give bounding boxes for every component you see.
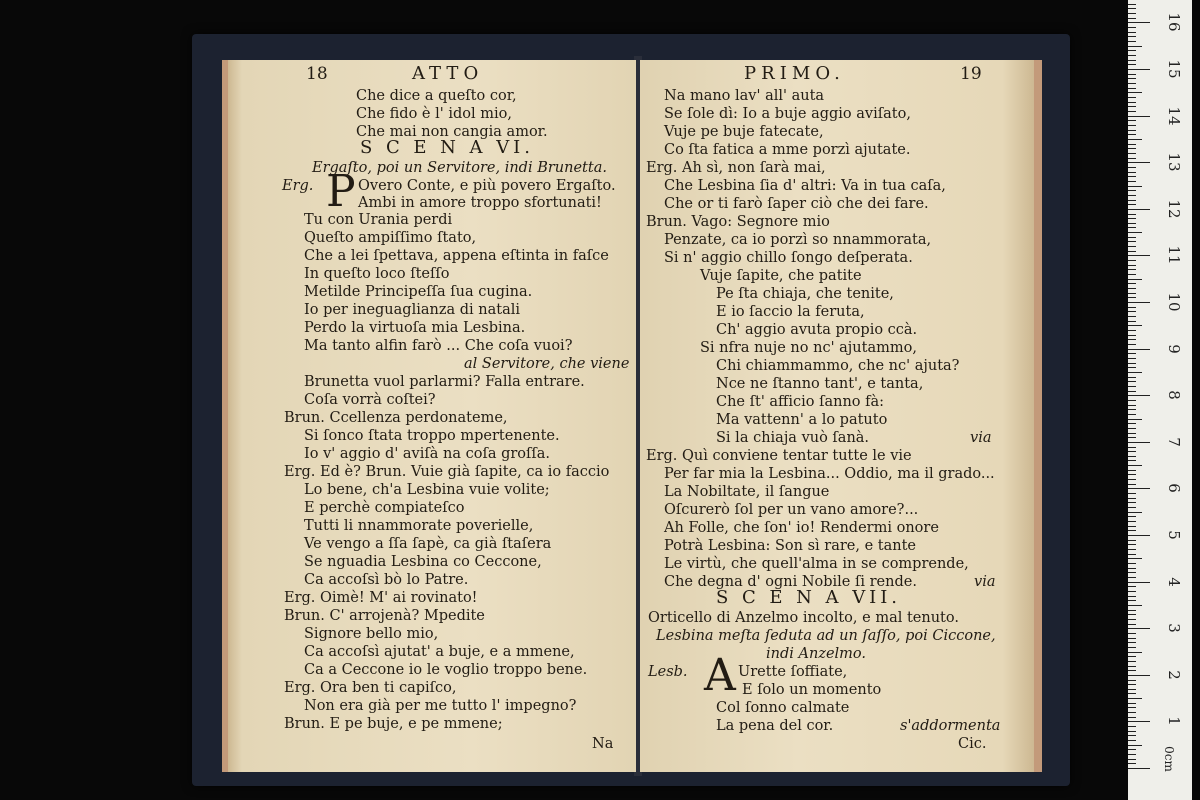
ruler-tick — [1128, 60, 1136, 61]
ruler-tick — [1128, 302, 1150, 303]
left-page-number: 18 — [306, 64, 328, 84]
drop-cap: A — [704, 650, 736, 701]
ruler-tick — [1128, 707, 1136, 708]
verse-line: Ah Folle, che ſon' io! Rendermi onore — [664, 520, 939, 536]
ruler-tick — [1128, 530, 1136, 531]
ruler-tick — [1128, 479, 1136, 480]
ruler-tick — [1128, 717, 1136, 718]
dialogue-line: Erg. Quì conviene tentar tutte le vie — [646, 448, 912, 464]
dialogue-line: Brun. Ccellenza perdonateme, — [284, 410, 508, 426]
ruler-tick — [1128, 703, 1136, 704]
ruler-tick — [1128, 186, 1142, 187]
verse-line: Queſto ampiſſimo ſtato, — [304, 230, 477, 246]
ruler-tick — [1128, 55, 1136, 56]
ruler-tick — [1128, 400, 1136, 401]
ruler-tick — [1128, 628, 1150, 629]
ruler-tick — [1128, 512, 1142, 513]
ruler-tick — [1128, 288, 1136, 289]
verse-line: Ambi in amore troppo sfortunati! — [358, 195, 602, 211]
ruler-tick — [1128, 339, 1136, 340]
ruler-tick — [1128, 591, 1136, 592]
ruler-tick — [1128, 521, 1136, 522]
ruler-tick — [1128, 638, 1136, 639]
ruler-tick — [1128, 311, 1136, 312]
verse-line: Io v' aggio d' aviſà na coſa groſſa. — [304, 446, 551, 462]
verse-line: Ca a Ceccone io le voglio troppo bene. — [304, 662, 588, 678]
ruler-tick — [1128, 158, 1136, 159]
verse-line: Si la chiaja vuò ſanà. — [716, 430, 870, 446]
ruler-tick — [1128, 255, 1150, 256]
dialogue-line: Erg. Ed è? Brun. Vuie già ſapite, ca io faccio — [284, 464, 610, 480]
ruler-number: 2 — [1165, 670, 1183, 680]
dialogue-line: Erg. Ah sì, non ſarà mai, — [646, 160, 826, 176]
ruler-tick — [1128, 502, 1136, 503]
drop-cap: P — [326, 166, 356, 217]
ruler-tick — [1128, 666, 1136, 667]
ruler-tick — [1128, 190, 1136, 191]
ruler-tick — [1128, 470, 1136, 471]
verse-line: Non era già per me tutto l' impegno? — [304, 698, 577, 714]
verse-line: Tu con Urania perdi — [304, 212, 453, 228]
verse-line: Coſa vorrà coſtei? — [304, 392, 436, 408]
ruler-tick — [1128, 246, 1136, 247]
ruler-tick — [1128, 130, 1136, 131]
ruler-tick — [1128, 349, 1150, 350]
ruler-tick — [1128, 316, 1136, 317]
ruler-tick — [1128, 419, 1142, 420]
verse-line: Che or ti farò ſaper ciò che dei fare. — [664, 196, 929, 212]
ruler-tick — [1128, 321, 1136, 322]
ruler-number: 13 — [1165, 152, 1183, 172]
ruler-number: 6 — [1165, 483, 1183, 494]
ruler-tick — [1128, 391, 1136, 392]
verse-line: Se ſole dì: Io a buje aggio aviſato, — [664, 106, 911, 122]
verse-line: La Nobiltate, il ſangue — [664, 484, 830, 500]
ruler-number: 1 — [1165, 716, 1183, 727]
ruler-tick — [1128, 92, 1142, 93]
verse-line: Che degna d' ogni Nobile ſi rende. — [664, 574, 917, 590]
ruler-number: 15 — [1165, 59, 1183, 79]
ruler-tick — [1128, 745, 1142, 746]
ruler-tick — [1128, 36, 1136, 37]
ruler-tick — [1128, 260, 1136, 261]
ruler-tick — [1128, 241, 1136, 242]
ruler-tick — [1128, 652, 1142, 653]
ruler-tick — [1128, 251, 1136, 252]
ruler-tick — [1128, 614, 1136, 615]
ruler-tick — [1128, 563, 1136, 564]
verse-line: Se nguadia Lesbina co Ceccone, — [304, 554, 542, 570]
verse-line: Na mano lav' all' auta — [664, 88, 825, 104]
ruler-tick — [1128, 64, 1136, 65]
verse-line: Pe ſta chiaja, che tenite, — [716, 286, 894, 302]
verse-line: Che dice a queſto cor, — [356, 88, 517, 104]
ruler-tick — [1128, 269, 1136, 270]
ruler-tick — [1128, 535, 1150, 536]
verse-line: Potrà Lesbina: Son sì rare, e tante — [664, 538, 916, 554]
ruler-tick — [1128, 32, 1136, 33]
ruler-tick — [1128, 684, 1136, 685]
verse-line: Per far mia la Lesbina... Oddio, ma il grado... — [664, 466, 995, 482]
ruler-tick — [1128, 624, 1136, 625]
verse-line: Si nfra nuje no nc' ajutammo, — [700, 340, 917, 356]
ruler-tick — [1128, 447, 1136, 448]
ruler-tick — [1128, 544, 1136, 545]
ruler-tick — [1128, 428, 1136, 429]
ruler-tick — [1128, 106, 1136, 107]
measurement-ruler — [1128, 0, 1192, 800]
verse-line: Urette ſoffiate, — [738, 664, 848, 680]
ruler-tick — [1128, 735, 1136, 736]
stage-direction: al Servitore, che viene — [464, 356, 630, 372]
ruler-tick — [1128, 377, 1136, 378]
ruler-tick — [1128, 465, 1142, 466]
catchword: Cic. — [958, 736, 987, 752]
verse-line: Vuje ſapite, che patite — [700, 268, 862, 284]
ruler-tick — [1128, 558, 1142, 559]
ruler-tick — [1128, 237, 1136, 238]
scene-heading: S C E N A VI. — [360, 137, 534, 158]
ruler-tick — [1128, 437, 1136, 438]
ruler-tick — [1128, 540, 1136, 541]
stage-direction: s'addormenta — [900, 718, 1001, 734]
dialogue-line: Brun. C' arrojenà? Mpedite — [284, 608, 485, 624]
speaker-label: Erg. — [282, 178, 314, 194]
ruler-tick — [1128, 596, 1136, 597]
ruler-tick — [1128, 633, 1136, 634]
ruler-tick — [1128, 181, 1136, 182]
dialogue-line: Erg. Ora ben ti capiſco, — [284, 680, 457, 696]
ruler-tick — [1128, 582, 1150, 583]
ruler-tick — [1128, 381, 1136, 382]
ruler-tick — [1128, 358, 1136, 359]
ruler-tick — [1128, 223, 1136, 224]
ruler-tick — [1128, 647, 1136, 648]
verse-line: Ca accoſsì ajutat' a buje, e a mmene, — [304, 644, 575, 660]
ruler-unit-label: 0cm — [1161, 746, 1176, 772]
ruler-tick — [1128, 209, 1150, 210]
stage-direction: indi Anzelmo. — [766, 646, 867, 662]
ruler-tick — [1128, 153, 1136, 154]
verse-line: Che fido è l' idol mio, — [356, 106, 512, 122]
ruler-tick — [1128, 102, 1136, 103]
stage-direction: Lesbina meſta ſeduta ad un ſaſſo, poi Ciccone, — [656, 628, 996, 644]
ruler-tick — [1128, 144, 1136, 145]
ruler-tick — [1128, 670, 1136, 671]
verse-line: E perchè compiateſco — [304, 500, 465, 516]
dialogue-line: Brun. Vago: Segnore mio — [646, 214, 830, 230]
ruler-tick — [1128, 344, 1136, 345]
ruler-tick — [1128, 134, 1136, 135]
ruler-tick — [1128, 204, 1136, 205]
ruler-tick — [1128, 214, 1136, 215]
ruler-tick — [1128, 283, 1136, 284]
verse-line: Nce ne ſtanno tant', e tanta, — [716, 376, 924, 392]
ruler-tick — [1128, 423, 1136, 424]
ruler-number: 12 — [1165, 199, 1183, 219]
ruler-tick — [1128, 549, 1136, 550]
dialogue-line: Erg. Oimè! M' ai rovinato! — [284, 590, 478, 606]
ruler-tick — [1128, 274, 1136, 275]
verse-line: Overo Conte, e più povero Ergaſto. — [358, 178, 616, 194]
ruler-tick — [1128, 395, 1150, 396]
stage-direction: via — [970, 430, 992, 446]
ruler-tick — [1128, 619, 1136, 620]
right-page-number: 19 — [960, 64, 982, 84]
ruler-tick — [1128, 712, 1136, 713]
verse-line: Signore bello mio, — [304, 626, 439, 642]
verse-line: Tutti li nnammorate poverielle, — [304, 518, 534, 534]
ruler-tick — [1128, 507, 1136, 508]
ruler-tick — [1128, 176, 1136, 177]
ruler-tick — [1128, 27, 1136, 28]
ruler-tick — [1128, 367, 1136, 368]
verse-line: Le virtù, che quell'alma in se comprende, — [664, 556, 969, 572]
verse-line: E ſolo un momento — [742, 682, 882, 698]
ruler-tick — [1128, 265, 1136, 266]
ruler-tick — [1128, 568, 1136, 569]
ruler-tick — [1128, 307, 1136, 308]
ruler-tick — [1128, 721, 1150, 722]
ruler-tick — [1128, 363, 1136, 364]
ruler-tick — [1128, 572, 1136, 573]
verse-line: Che Lesbina ſia d' altri: Va in tua caſa, — [664, 178, 946, 194]
ruler-number: 8 — [1165, 390, 1183, 400]
ruler-tick — [1128, 405, 1136, 406]
ruler-tick — [1128, 120, 1136, 121]
verse-line: Metilde Principeſſa ſua cugina. — [304, 284, 533, 300]
stage-direction: Ergaſto, poi un Servitore, indi Brunetta. — [312, 160, 607, 176]
ruler-tick — [1128, 516, 1136, 517]
ruler-tick — [1128, 680, 1136, 681]
ruler-tick — [1128, 353, 1136, 354]
ruler-tick — [1128, 451, 1136, 452]
ruler-tick — [1128, 740, 1136, 741]
ruler-number: 5 — [1165, 530, 1183, 540]
catchword: Na — [592, 736, 614, 752]
ruler-tick — [1128, 227, 1136, 228]
ruler-tick — [1128, 330, 1136, 331]
ruler-tick — [1128, 731, 1136, 732]
verse-line: Lo bene, ch'a Lesbina vuie volite; — [304, 482, 550, 498]
ruler-tick — [1128, 111, 1136, 112]
ruler-tick — [1128, 586, 1136, 587]
dialogue-line: Brun. E pe buje, e pe mmene; — [284, 716, 503, 732]
ruler-tick — [1128, 167, 1136, 168]
ruler-tick — [1128, 442, 1150, 443]
verse-line: Ve vengo a ſſa ſapè, ca già ſtaſera — [304, 536, 552, 552]
ruler-tick — [1128, 763, 1136, 764]
verse-line: Perdo la virtuoſa mia Lesbina. — [304, 320, 526, 336]
verse-line: In queſto loco ſteſſo — [304, 266, 450, 282]
ruler-tick — [1128, 484, 1136, 485]
ruler-tick — [1128, 698, 1142, 699]
ruler-tick — [1128, 279, 1142, 280]
verse-line: Si n' aggio chillo ſongo deſperata. — [664, 250, 913, 266]
setting-line: Orticello di Anzelmo incolto, e mal tenuto. — [648, 610, 959, 626]
ruler-tick — [1128, 749, 1136, 750]
ruler-tick — [1128, 125, 1136, 126]
ruler-number: 9 — [1165, 343, 1183, 354]
ruler-tick — [1128, 18, 1136, 19]
ruler-tick — [1128, 488, 1150, 489]
ruler-tick — [1128, 656, 1136, 657]
ruler-tick — [1128, 474, 1136, 475]
ruler-tick — [1128, 693, 1136, 694]
ruler-tick — [1128, 195, 1136, 196]
ruler-tick — [1128, 386, 1136, 387]
ruler-number: 3 — [1165, 623, 1183, 633]
ruler-tick — [1128, 605, 1142, 606]
ruler-tick — [1128, 22, 1150, 23]
verse-line: Ca accoſsì bò lo Patre. — [304, 572, 469, 588]
ruler-tick — [1128, 297, 1136, 298]
ruler-tick — [1128, 759, 1136, 760]
ruler-tick — [1128, 46, 1142, 47]
ruler-number: 7 — [1165, 437, 1183, 447]
ruler-tick — [1128, 526, 1136, 527]
ruler-tick — [1128, 456, 1136, 457]
ruler-number: 4 — [1165, 576, 1183, 587]
ruler-tick — [1128, 41, 1136, 42]
ruler-tick — [1128, 335, 1136, 336]
ruler-tick — [1128, 50, 1136, 51]
ruler-tick — [1128, 116, 1150, 117]
right-running-header: PRIMO. — [744, 63, 845, 84]
verse-line: Che a lei ſpettava, appena eſtinta in faſce — [304, 248, 609, 264]
ruler-tick — [1128, 372, 1142, 373]
verse-line: Penzate, ca io porzì so nnammorata, — [664, 232, 932, 248]
verse-line: Ma tanto alfin farò ... Che coſa vuoi? — [304, 338, 573, 354]
ruler-tick — [1128, 554, 1136, 555]
verse-line: Co ſta fatica a mme porzì ajutate. — [664, 142, 911, 158]
ruler-tick — [1128, 83, 1136, 84]
ruler-tick — [1128, 768, 1150, 769]
ruler-tick — [1128, 325, 1142, 326]
verse-line: Che ſt' afficio ſanno fà: — [716, 394, 885, 410]
left-running-header: ATTO — [412, 63, 484, 84]
ruler-tick — [1128, 754, 1136, 755]
ruler-tick — [1128, 642, 1136, 643]
ruler-tick — [1128, 460, 1136, 461]
ruler-tick — [1128, 600, 1136, 601]
ruler-tick — [1128, 661, 1136, 662]
speaker-label: Lesb. — [648, 664, 688, 680]
ruler-tick — [1128, 577, 1136, 578]
ruler-tick — [1128, 726, 1136, 727]
ruler-tick — [1128, 689, 1136, 690]
ruler-tick — [1128, 409, 1136, 410]
ruler-tick — [1128, 433, 1136, 434]
verse-line: Vuje pe buje fatecate, — [664, 124, 824, 140]
verse-line: Oſcurerò ſol per un vano amore?... — [664, 502, 919, 518]
ruler-tick — [1128, 218, 1136, 219]
ruler-tick — [1128, 97, 1136, 98]
verse-line: Io per ineguaglianza di natali — [304, 302, 520, 318]
ruler-tick — [1128, 139, 1142, 140]
verse-line: Brunetta vuol parlarmi? Falla entrare. — [304, 374, 585, 390]
ruler-tick — [1128, 148, 1136, 149]
ruler-tick — [1128, 13, 1136, 14]
verse-line: La pena del cor. — [716, 718, 834, 734]
ruler-tick — [1128, 69, 1150, 70]
verse-line: Che mai non cangia amor. — [356, 124, 548, 140]
ruler-tick — [1128, 232, 1142, 233]
ruler-tick — [1128, 675, 1150, 676]
ruler-tick — [1128, 498, 1136, 499]
ruler-tick — [1128, 293, 1136, 294]
ruler-number: 14 — [1165, 106, 1183, 126]
ruler-tick — [1128, 8, 1136, 9]
ruler-tick — [1128, 162, 1150, 163]
ruler-tick — [1128, 74, 1136, 75]
scene-heading: S C E N A VII. — [716, 587, 901, 608]
ruler-tick — [1128, 4, 1136, 5]
ruler-tick — [1128, 414, 1136, 415]
verse-line: Ch' aggio avuta propio ccà. — [716, 322, 918, 338]
ruler-number: 10 — [1165, 292, 1183, 312]
verse-line: Chi chiammammo, che nc' ajuta? — [716, 358, 960, 374]
ruler-tick — [1128, 78, 1136, 79]
ruler-number: 11 — [1165, 245, 1183, 265]
verse-line: Si ſonco ſtata troppo mpertenente. — [304, 428, 560, 444]
verse-line: Ma vattenn' a lo patuto — [716, 412, 888, 428]
ruler-number: 16 — [1165, 12, 1183, 32]
stage-direction: via — [974, 574, 996, 590]
verse-line: Col ſonno calmate — [716, 700, 850, 716]
ruler-tick — [1128, 172, 1136, 173]
ruler-tick — [1128, 88, 1136, 89]
ruler-tick — [1128, 200, 1136, 201]
ruler-tick — [1128, 610, 1136, 611]
verse-line: E io ſaccio la feruta, — [716, 304, 865, 320]
ruler-tick — [1128, 493, 1136, 494]
